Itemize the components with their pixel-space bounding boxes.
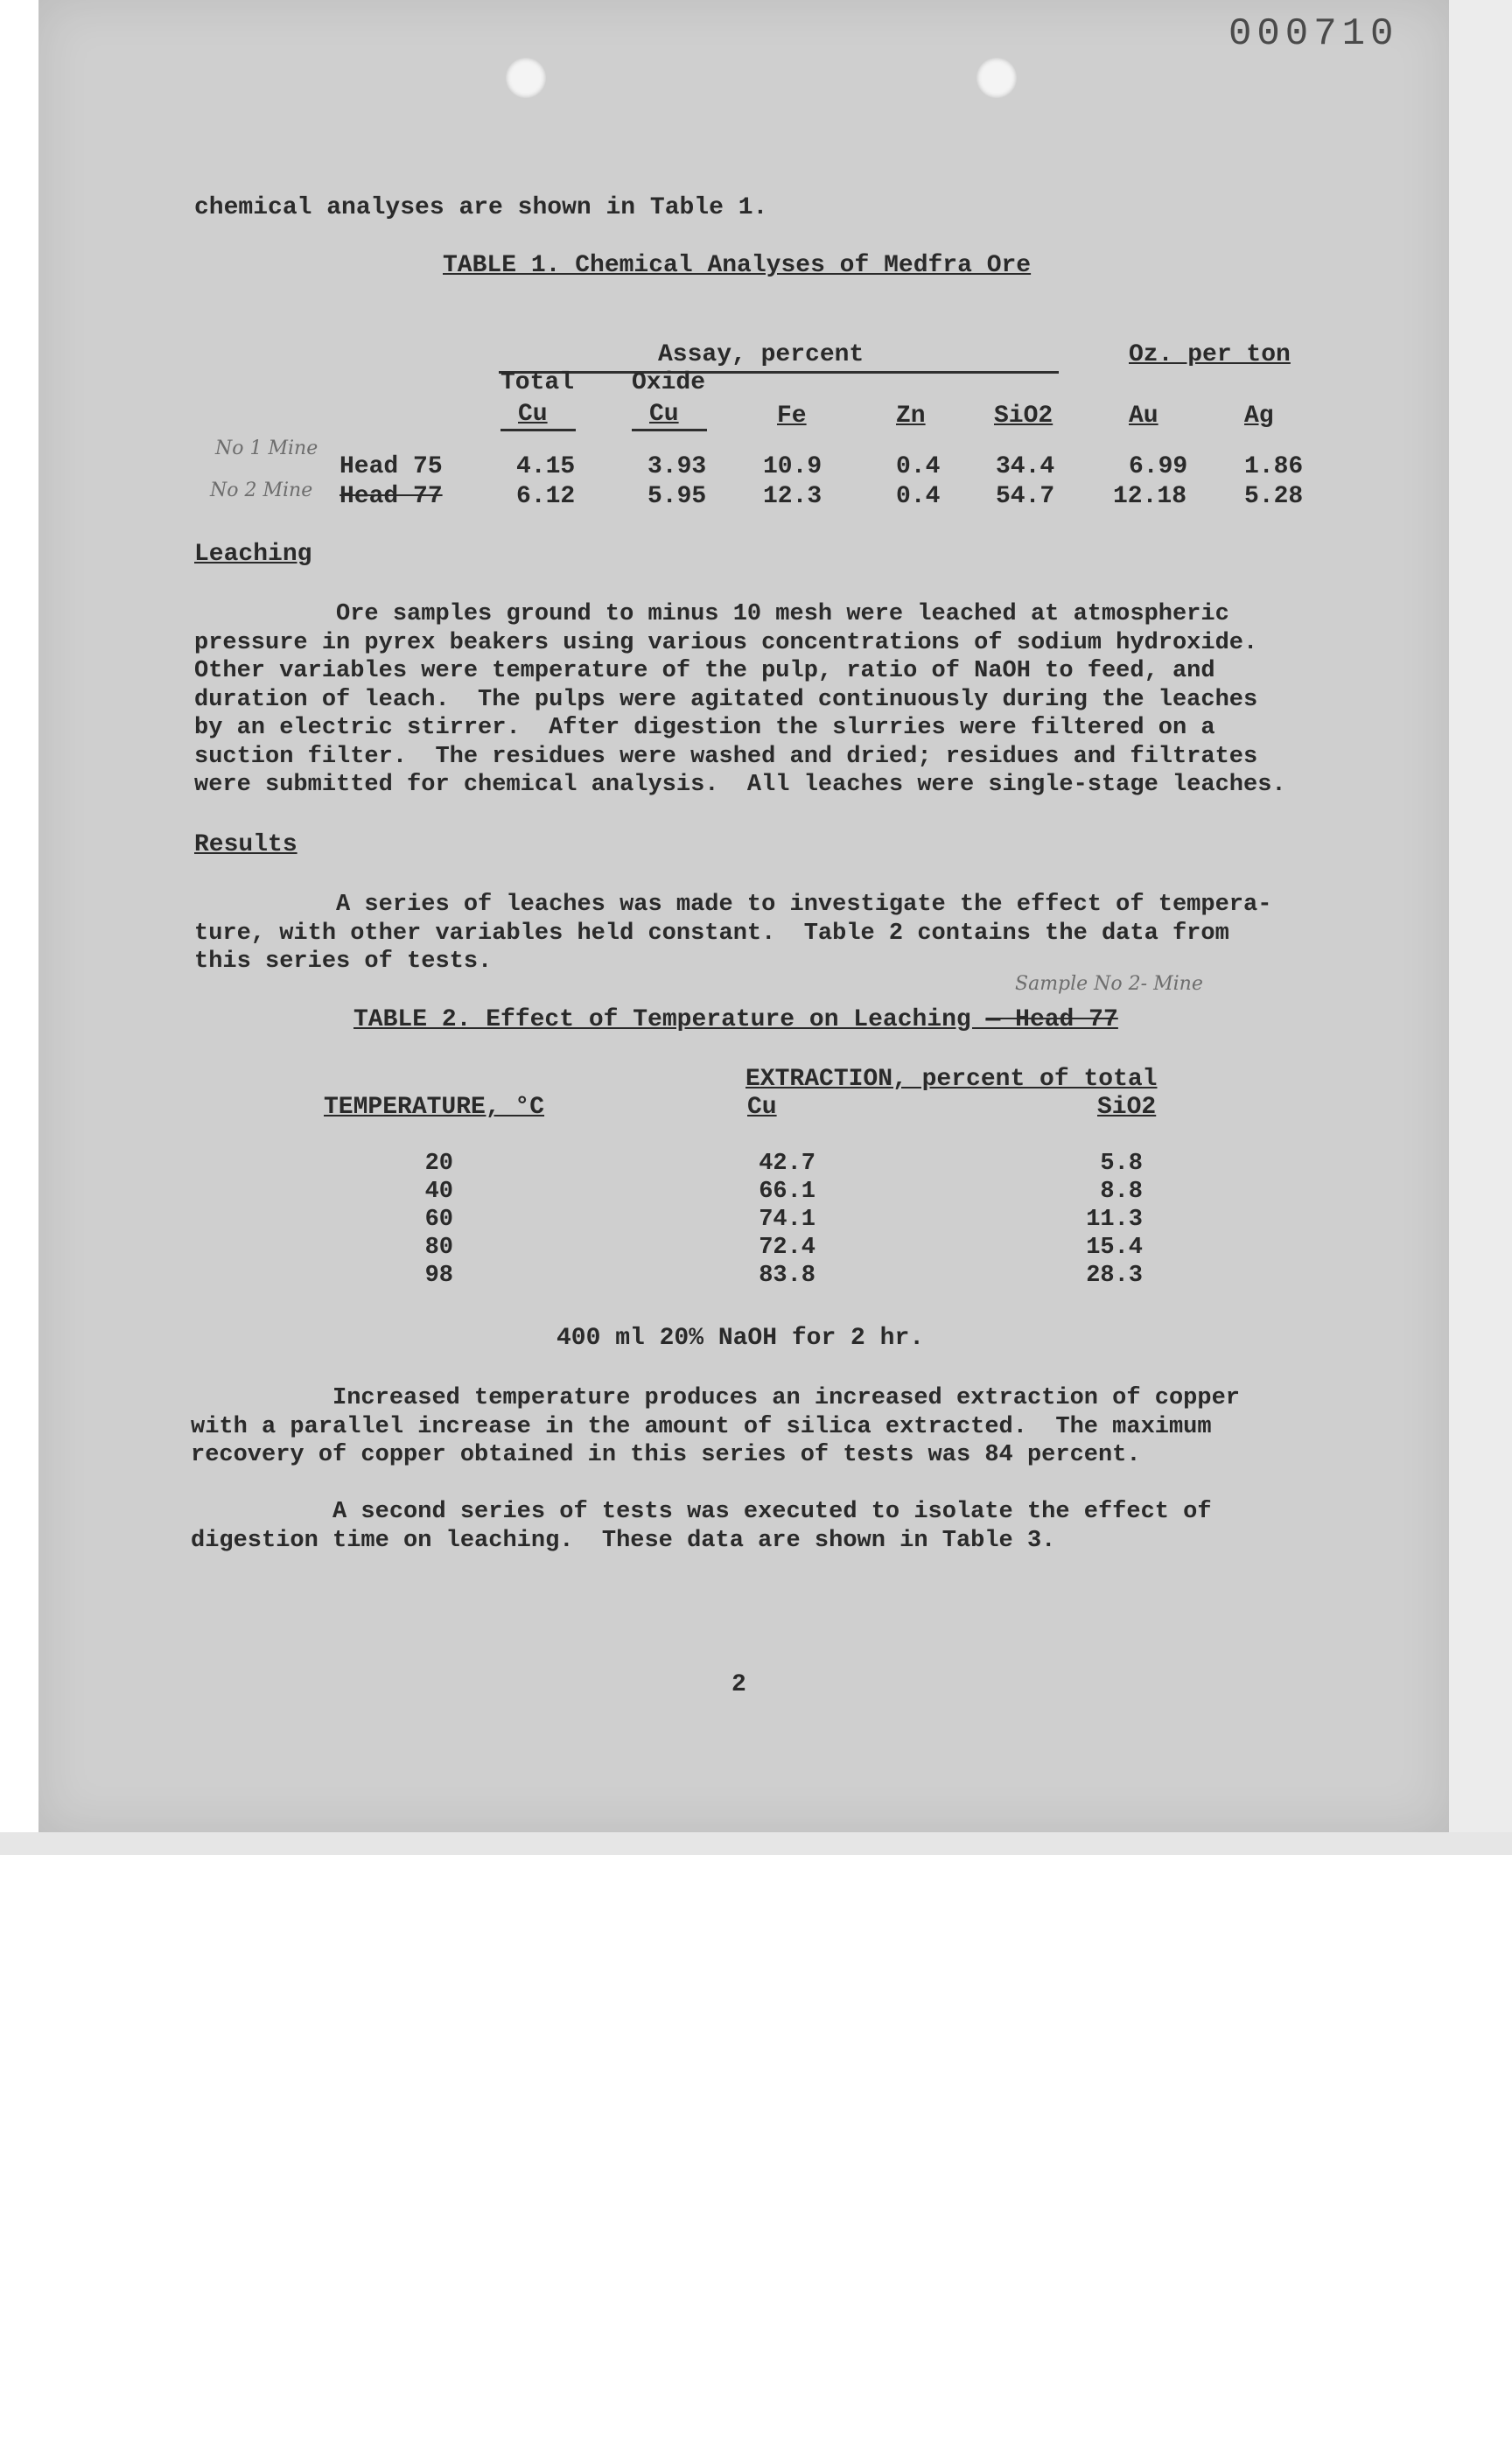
- table1-col-zn: Zn: [896, 402, 926, 430]
- table1-group-assay: Assay, percent: [658, 341, 864, 368]
- paragraph-line: recovery of copper obtained in this series of tests was 84 percent.: [191, 1442, 1141, 1468]
- table1-col-fe: Fe: [777, 402, 807, 430]
- table1-header-rule: [500, 429, 576, 431]
- table1-cell: 12.3: [763, 483, 822, 510]
- table2-title-struck: — Head 77: [985, 1006, 1118, 1033]
- table1-header-rule: [632, 429, 707, 431]
- table2-cell: 83.8: [759, 1263, 816, 1289]
- paragraph-line: digestion time on leaching. These data are shown in Table 3.: [191, 1527, 1056, 1554]
- table1-cell: 5.95: [648, 483, 707, 510]
- paragraph-line: this series of tests.: [194, 948, 493, 975]
- table2-cu-column: [719, 1150, 816, 1290]
- table2-cell: 5.8: [1100, 1151, 1143, 1177]
- table2-cell: 40: [424, 1179, 453, 1205]
- table2-cell: 80: [424, 1235, 453, 1261]
- table2-sio2-column: [1052, 1150, 1143, 1290]
- table2-cell: 11.3: [1086, 1207, 1143, 1233]
- paragraph-line: A second series of tests was executed to isolate the effect of: [191, 1499, 1212, 1525]
- table2-cell: 15.4: [1086, 1235, 1143, 1261]
- paragraph-line: Ore samples ground to minus 10 mesh were leached at atmospheric: [194, 601, 1229, 627]
- paragraph-line: A series of leaches was made to investigate the effect of tempera-: [194, 892, 1272, 918]
- table2-group-extraction: EXTRACTION, percent of total: [746, 1066, 1158, 1093]
- paragraph-line: pressure in pyrex beakers using various concentrations of sodium hydroxide.: [194, 629, 1258, 656]
- results-paragraph: [194, 891, 1271, 976]
- table1-cell: 6.12: [516, 483, 576, 510]
- table1-cell: 4.15: [516, 453, 576, 480]
- table2-col-cu: Cu: [747, 1094, 777, 1121]
- page-number: 2: [732, 1671, 746, 1698]
- table1-col-ag: Ag: [1244, 402, 1274, 430]
- paragraph-line: with a parallel increase in the amount of silica extracted. The maximum: [191, 1413, 1212, 1440]
- table2-cell: 20: [424, 1151, 453, 1177]
- table1-col-au: Au: [1129, 402, 1158, 430]
- table2-cell: 60: [424, 1207, 453, 1233]
- table2-cell: 66.1: [759, 1179, 816, 1205]
- table2-footnote: 400 ml 20% NaOH for 2 hr.: [556, 1325, 925, 1352]
- table2-cell: 42.7: [759, 1151, 816, 1177]
- table1-col-total-bottom: Cu: [518, 401, 548, 428]
- table1-cell: 54.7: [996, 483, 1055, 510]
- table2-cell: 8.8: [1100, 1179, 1143, 1205]
- handwritten-note: No 1 Mine: [215, 438, 318, 459]
- table1-cell: 12.18: [1113, 483, 1187, 510]
- scan-margin: [1449, 0, 1512, 1855]
- table2-cell: 98: [424, 1263, 453, 1289]
- table1-col-oxide-bottom: Cu: [649, 401, 679, 428]
- punch-hole: [976, 58, 1017, 98]
- table1-row-label: Head 77: [340, 483, 443, 510]
- table2-temp-column: [410, 1150, 453, 1290]
- paragraph-line: Other variables were temperature of the pulp, ratio of NaOH to feed, and: [194, 658, 1215, 684]
- paragraph-increased: [191, 1384, 1240, 1470]
- punch-hole: [506, 58, 546, 98]
- paragraph-line: duration of leach. The pulps were agitated continuously during the leaches: [194, 686, 1258, 713]
- table1-group-assay-rule: [499, 371, 1059, 374]
- paragraph-line: ture, with other variables held constant. Table 2 contains the data from: [194, 920, 1229, 947]
- paragraph-line: suction filter. The residues were washed and dried; residues and filtrates: [194, 743, 1258, 770]
- table1-cell: 34.4: [996, 453, 1055, 480]
- paragraph-line: Increased temperature produces an increased extraction of copper: [191, 1385, 1240, 1411]
- table1-cell: 3.93: [648, 453, 707, 480]
- table1-col-total-top: Total: [500, 369, 575, 396]
- table1-cell: 1.86: [1244, 453, 1304, 480]
- table1-cell: 6.99: [1129, 453, 1188, 480]
- intro-line: chemical analyses are shown in Table 1.: [194, 194, 768, 221]
- table2-cell: 28.3: [1086, 1263, 1143, 1289]
- section-heading-results: Results: [194, 831, 298, 858]
- handwritten-note: Sample No 2- Mine: [1015, 973, 1203, 995]
- table2-cell: 72.4: [759, 1235, 816, 1261]
- paragraph-line: by an electric stirrer. After digestion the slurries were filtered on a: [194, 715, 1215, 741]
- document-number: 000710: [1228, 12, 1399, 56]
- paragraph-second: [191, 1498, 1212, 1555]
- table2-col-temperature: TEMPERATURE, °C: [324, 1094, 545, 1121]
- handwritten-note: No 2 Mine: [210, 480, 313, 501]
- scan-bottom-edge: [0, 1832, 1512, 1855]
- table1-row-label: Head 75: [340, 453, 443, 480]
- table1-cell: 5.28: [1244, 483, 1304, 510]
- section-heading-leaching: Leaching: [194, 541, 312, 568]
- paragraph-line: were submitted for chemical analysis. All leaches were single-stage leaches.: [194, 772, 1286, 798]
- table2-title: [354, 1006, 1118, 1034]
- table1-col-oxide-top: Oxide: [632, 369, 706, 396]
- table1-title: TABLE 1. Chemical Analyses of Medfra Ore: [443, 252, 1032, 279]
- table2-col-sio2: SiO2: [1097, 1094, 1157, 1121]
- table1-group-oz: Oz. per ton: [1129, 341, 1291, 368]
- leaching-paragraph: [194, 600, 1286, 800]
- table1-col-sio2: SiO2: [994, 402, 1054, 430]
- table2-cell: 74.1: [759, 1207, 816, 1233]
- table2-title-main: TABLE 2. Effect of Temperature on Leaching: [354, 1006, 986, 1033]
- table1-cell: 0.4: [896, 483, 941, 510]
- table1-cell: 0.4: [896, 453, 941, 480]
- table1-cell: 10.9: [763, 453, 822, 480]
